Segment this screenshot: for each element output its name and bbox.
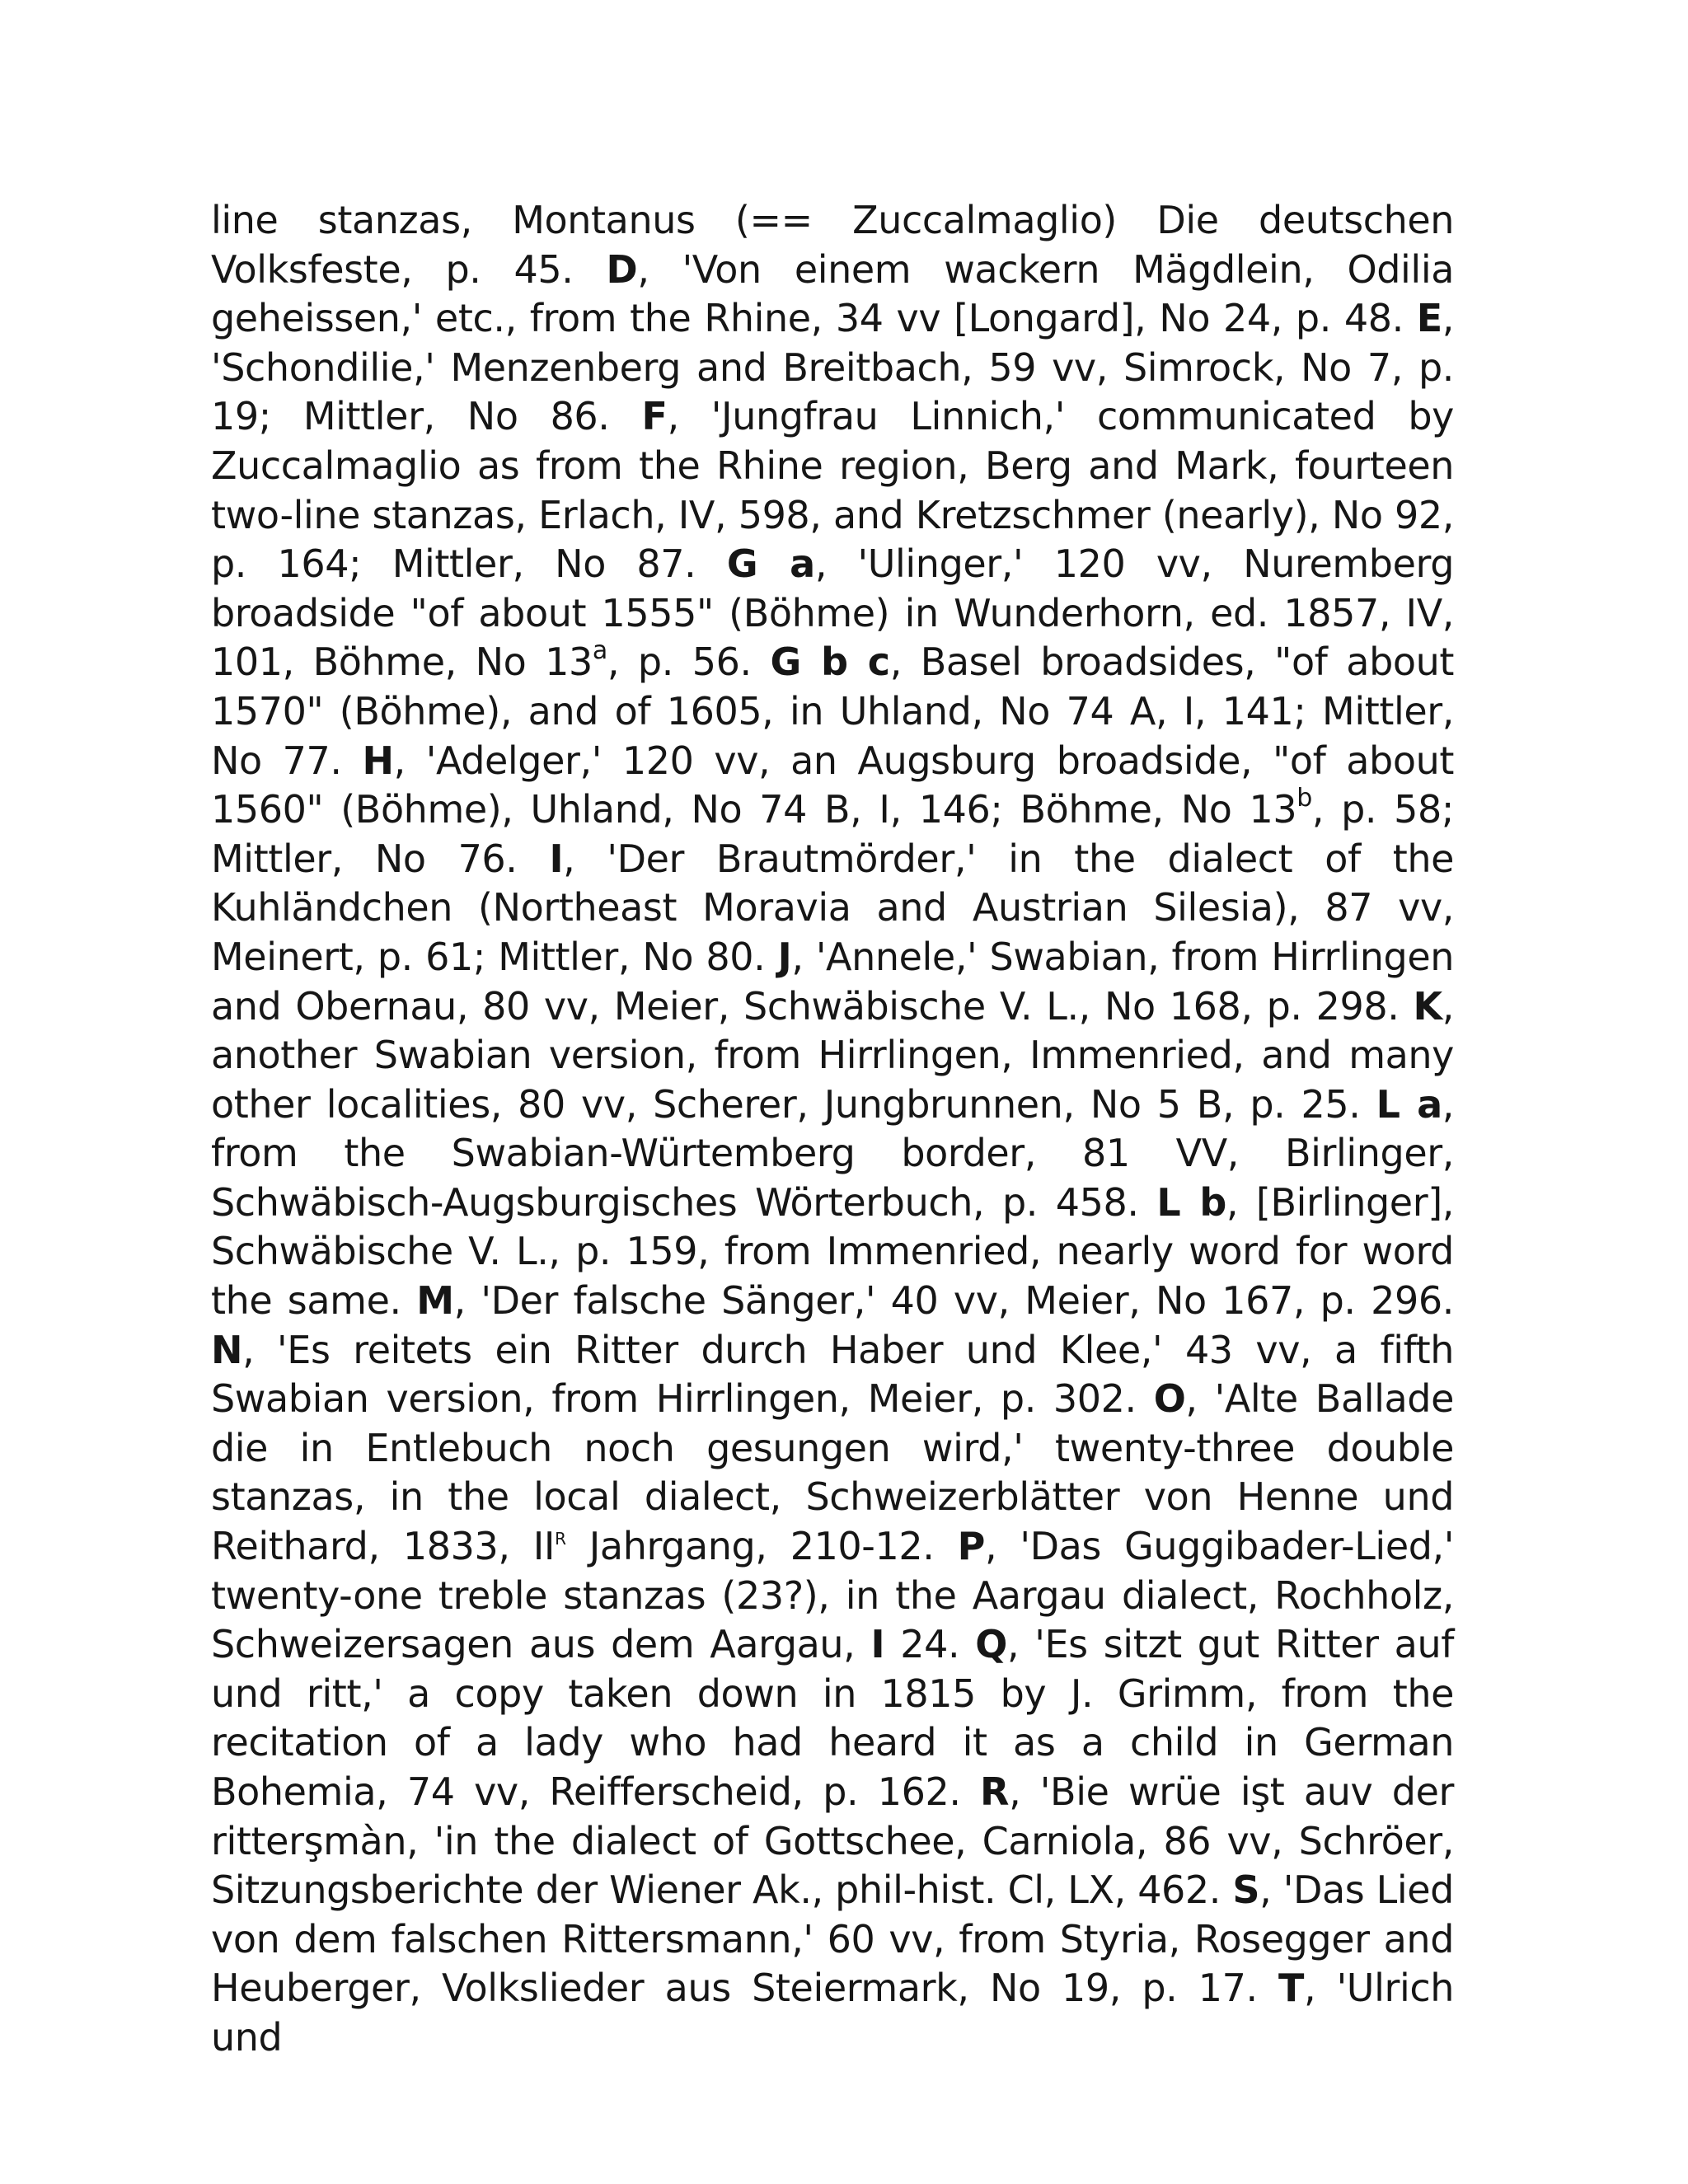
version-letter: S [1232, 1868, 1260, 1913]
text-run: , 'Das Lied von dem falschen Rittersmann,' 60 vv, from Styria, Rosegger and Heuberger, Volkslieder aus Steiermark, No 19, p. 17. [211, 1868, 1454, 2011]
version-letter: H [362, 738, 394, 783]
version-letter: R [980, 1769, 1010, 1814]
text-run: , [Birlinger], Schwäbische V. L., p. 159, from Immenried, nearly word for word the same. [211, 1179, 1454, 1324]
version-letter: G a [726, 541, 815, 587]
text-run: , p. 58; Mittler, No 76. [211, 787, 1454, 881]
text-run: , 'Es reitets ein Ritter durch Haber und Klee,' 43 vv, a fifth Swabian version, from Hirrlingen, Meier, p. 302. [211, 1327, 1454, 1422]
text-run: , 'Ulrich und [211, 1966, 1454, 2060]
version-letter: L a [1376, 1081, 1442, 1127]
version-letter: F [641, 394, 668, 439]
version-letter: T [1278, 1966, 1304, 2011]
version-letter: J [777, 934, 792, 979]
version-letter: P [957, 1524, 985, 1569]
version-letter: I [870, 1622, 885, 1667]
superscript: R [555, 1529, 566, 1549]
text-run: , from the Swabian-Würtemberg border, 81 VV, Birlinger, Schwäbisch-Augsburgisches Wörterbuch, p. 458. [211, 1081, 1455, 1225]
text-run: line stanzas, Montanus (== Zuccalmaglio) Die deutschen Volksfeste, p. 45. [211, 198, 1454, 292]
text-run: , 'Der Brautmörder,' in the dialect of the Kuhländchen (Northeast Moravia and Austrian Silesia), 87 vv, Meinert, p. 61; Mittler, No 80. [211, 836, 1454, 979]
text-run: 24. [884, 1622, 976, 1667]
text-run: , 'Das Guggibader-Lied,' twenty-one treble stanzas (23?), in the Aargau dialect, Rochholz, Schweizersagen aus dem Aargau, [211, 1524, 1454, 1667]
version-letter: G b c [770, 640, 890, 685]
text-run: , 'Annele,' Swabian, from Hirrlingen and Obernau, 80 vv, Meier, Schwäbische V. L., No 168, p. 298. [211, 934, 1454, 1029]
document-page [211, 196, 1454, 2063]
superscript: a [592, 636, 607, 666]
version-letter: Q [975, 1622, 1007, 1667]
text-run: , 'Von einem wackern Mägdlein, Odilia geheissen,' etc., from the Rhine, 34 vv [Longard], No 24, p. 48. [211, 246, 1454, 341]
version-letter: I [549, 836, 564, 881]
text-run: , 'Ulinger,' 120 vv, Nuremberg broadside "of about 1555" (Böhme) in Wunderhorn, ed. 1857, IV, 101, Böhme, No 13 [211, 541, 1454, 685]
text-run: , 'Schondilie,' Menzenberg and Breitbach, 59 vv, Simrock, No 7, p. 19; Mittler, No 86. [211, 296, 1454, 439]
version-letter: D [606, 246, 638, 292]
superscript: b [1296, 784, 1312, 813]
version-letter: M [416, 1278, 454, 1324]
version-letter: N [211, 1327, 243, 1372]
text-run: , 'Bie wrüe işt auv der ritterşmàn, 'in the dialect of Gottschee, Carniola, 86 vv, Schröer, Sitzungsberichte der Wiener Ak., phil-hist. Cl, LX, 462. [211, 1769, 1454, 1913]
version-letter: L b [1156, 1179, 1226, 1225]
version-letter: K [1413, 983, 1442, 1029]
text-run: , Basel broadsides, "of about 1570" (Böhme), and of 1605, in Uhland, No 74 A, I, 141; Mittler, No 77. [211, 640, 1455, 783]
text-run: , p. 56. [607, 640, 771, 685]
text-run: , 'Jungfrau Linnich,' communicated by Zuccalmaglio as from the Rhine region, Berg and Mark, fourteen two-line stanzas, Erlach, IV, 598, and Kretzschmer (nearly), No 92, p. 164; Mittler, No 87. [211, 394, 1454, 587]
text-run: , 'Adelger,' 120 vv, an Augsburg broadside, "of about 1560" (Böhme), Uhland, No 74 B, I, 146; Böhme, No 13 [211, 738, 1454, 832]
version-letter: O [1153, 1376, 1186, 1422]
body-paragraph [211, 196, 1454, 2063]
text-run: , another Swabian version, from Hirrlingen, Immenried, and many other localities, 80 vv, Scherer, Jungbrunnen, No 5 B, p. 25. [211, 983, 1454, 1127]
text-run: , 'Der falsche Sänger,' 40 vv, Meier, No 167, p. 296. [453, 1278, 1454, 1324]
text-run: , 'Alte Ballade die in Entlebuch noch gesungen wird,' twenty-three double stanzas, in the local dialect, Schweizerblätter von Henne und Reithard, 1833, II [211, 1376, 1454, 1569]
text-run: , 'Es sitzt gut Ritter auf und ritt,' a copy taken down in 1815 by J. Grimm, from the recitation of a lady who had heard it as a child in German Bohemia, 74 vv, Reifferscheid, p. 162. [211, 1622, 1454, 1814]
text-run: Jahrgang, 210-12. [565, 1524, 958, 1569]
version-letter: E [1416, 296, 1442, 341]
